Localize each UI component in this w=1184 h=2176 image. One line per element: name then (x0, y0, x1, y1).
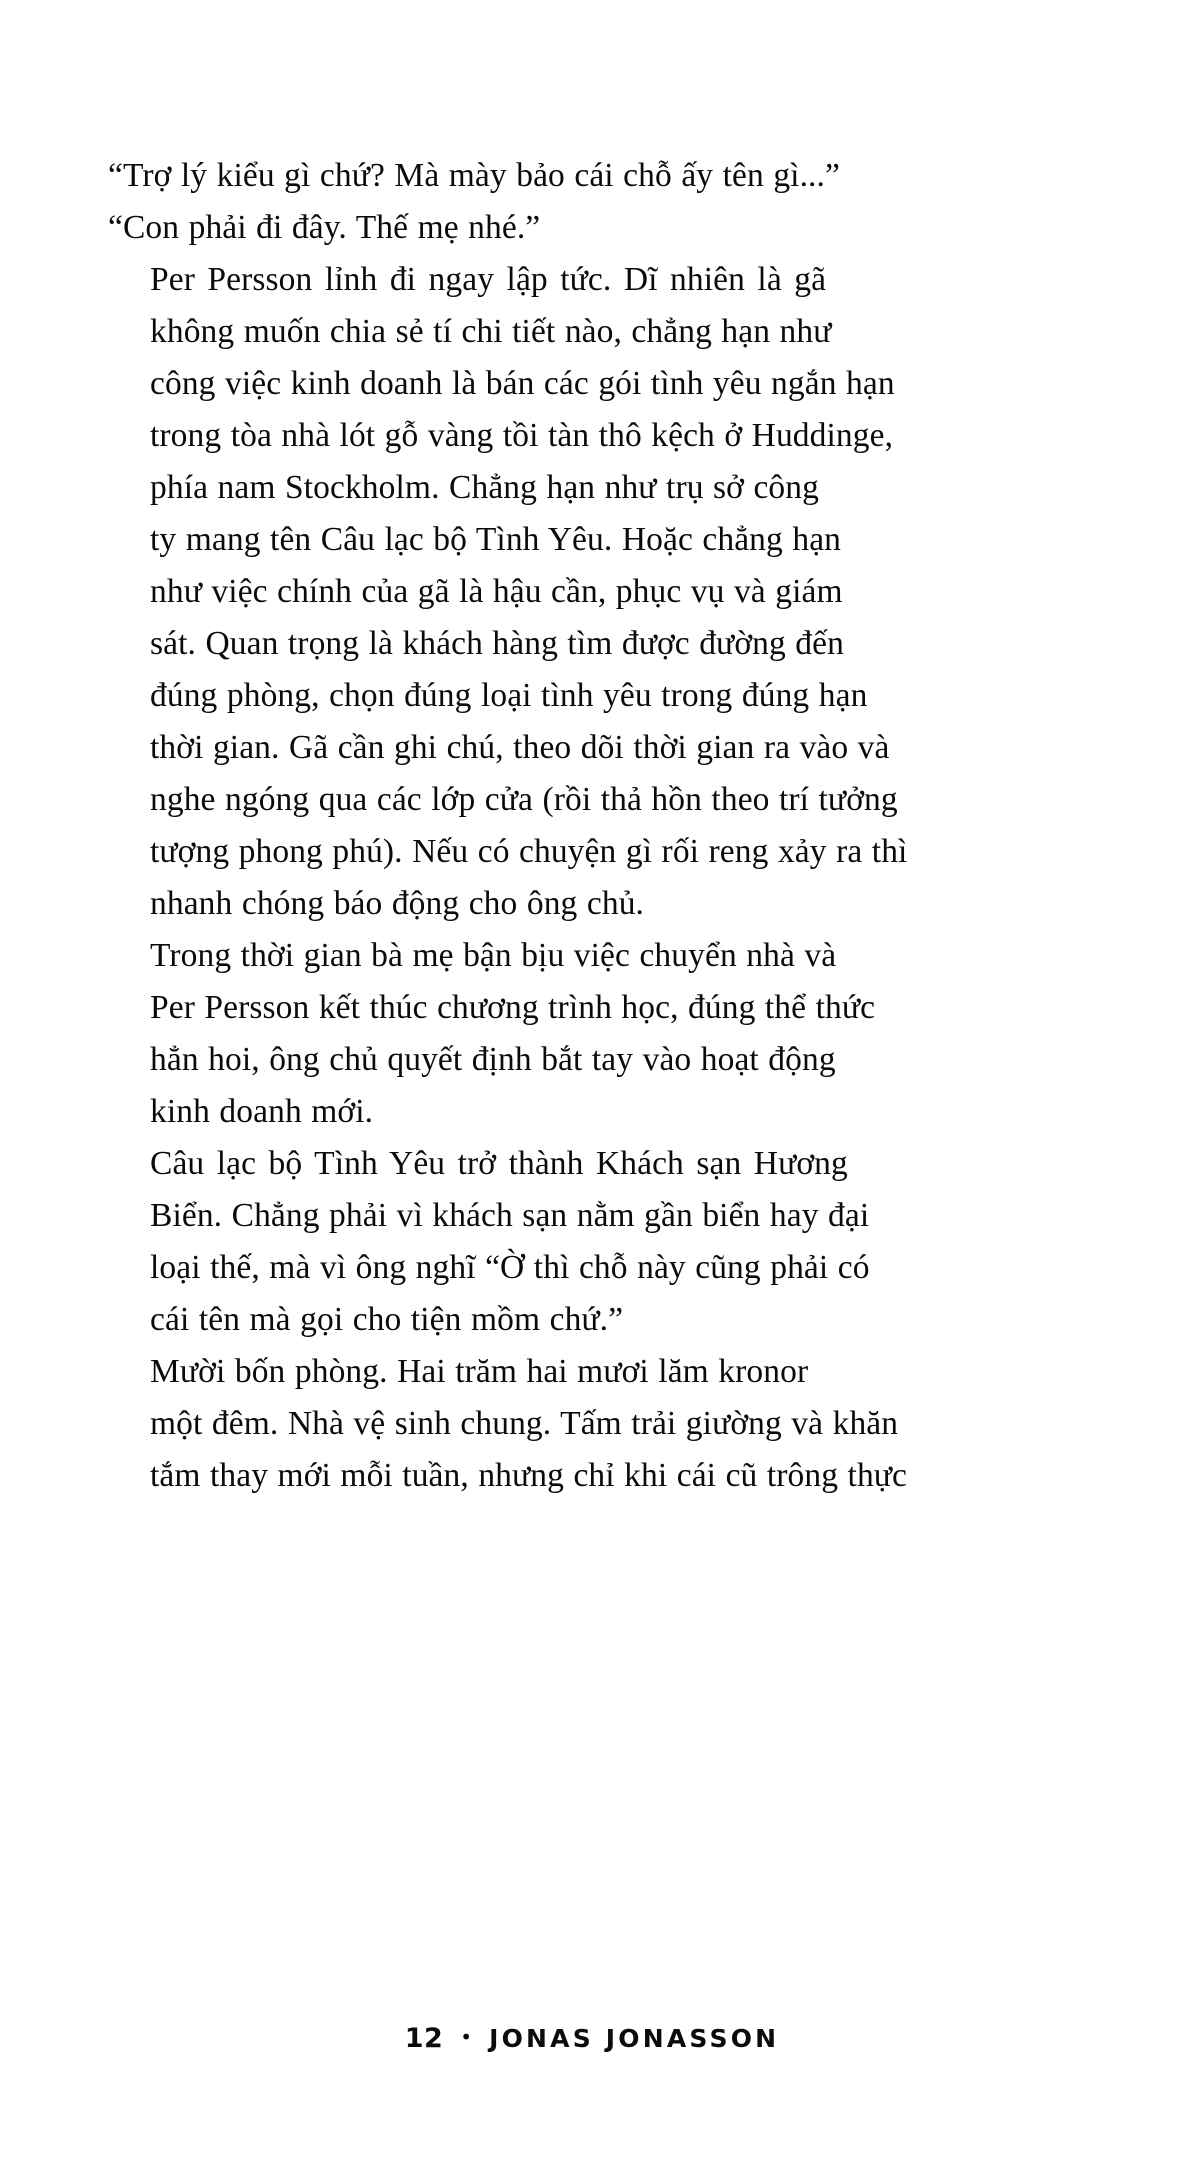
text-line: ty mang tên Câu lạc bộ Tình Yêu. Hoặc chẳng hạn (150, 521, 842, 558)
text-line: Trong thời gian bà mẹ bận bịu việc chuyển nhà và (150, 937, 837, 974)
bullet-separator-icon: • (460, 2025, 473, 2049)
text-line: thời gian. Gã cần ghi chú, theo dõi thời gian ra vào và (150, 729, 890, 766)
text-line: nhanh chóng báo động cho ông chủ. (150, 885, 645, 922)
paragraph (108, 202, 1076, 254)
text-line: tượng phong phú). Nếu có chuyện gì rối reng xảy ra thì (150, 833, 908, 870)
text-line: hẳn hoi, ông chủ quyết định bắt tay vào hoạt động (150, 1041, 836, 1078)
text-line: Biển. Chẳng phải vì khách sạn nằm gần biển hay đại (150, 1197, 870, 1234)
text-line: Per Persson kết thúc chương trình học, đúng thể thức (150, 989, 876, 1026)
paragraph (108, 1138, 1076, 1346)
paragraph (108, 150, 1076, 202)
text-line: trong tòa nhà lót gỗ vàng tồi tàn thô kệch ở Huddinge, (150, 417, 894, 454)
page-body (108, 150, 1076, 1502)
text-line: như việc chính của gã là hậu cần, phục vụ và giám (150, 573, 843, 610)
text-line: công việc kinh doanh là bán các gói tình yêu ngắn hạn (150, 365, 895, 402)
page-footer (0, 2023, 1184, 2054)
text-line: “Trợ lý kiểu gì chứ? Mà mày bảo cái chỗ ấy tên gì...” (108, 157, 840, 194)
text-line: đúng phòng, chọn đúng loại tình yêu trong đúng hạn (150, 677, 868, 714)
text-line: Mười bốn phòng. Hai trăm hai mươi lăm kronor (150, 1353, 809, 1390)
text-line: không muốn chia sẻ tí chi tiết nào, chẳng hạn như (150, 313, 832, 350)
text-line: “Con phải đi đây. Thế mẹ nhé.” (108, 209, 541, 246)
text-line: Câu lạc bộ Tình Yêu trở thành Khách sạn Hương (150, 1145, 848, 1182)
text-line: cái tên mà gọi cho tiện mồm chứ.” (150, 1301, 624, 1338)
text-line: tắm thay mới mỗi tuần, nhưng chỉ khi cái cũ trông thực (150, 1457, 908, 1494)
text-line: phía nam Stockholm. Chẳng hạn như trụ sở công (150, 469, 819, 506)
text-line: kinh doanh mới. (150, 1093, 374, 1130)
text-line: loại thế, mà vì ông nghĩ “Ờ thì chỗ này cũng phải có (150, 1249, 870, 1286)
author-name: JONAS JONASSON (489, 2024, 780, 2053)
page-number: 12 (404, 2023, 444, 2054)
paragraph (108, 254, 1076, 930)
text-line: một đêm. Nhà vệ sinh chung. Tấm trải giường và khăn (150, 1405, 899, 1442)
paragraph (108, 930, 1076, 1138)
text-line: sát. Quan trọng là khách hàng tìm được đường đến (150, 625, 844, 662)
paragraph (108, 1346, 1076, 1502)
text-line: nghe ngóng qua các lớp cửa (rồi thả hồn theo trí tưởng (150, 781, 898, 818)
text-line: Per Persson lỉnh đi ngay lập tức. Dĩ nhiên là gã (150, 261, 827, 298)
